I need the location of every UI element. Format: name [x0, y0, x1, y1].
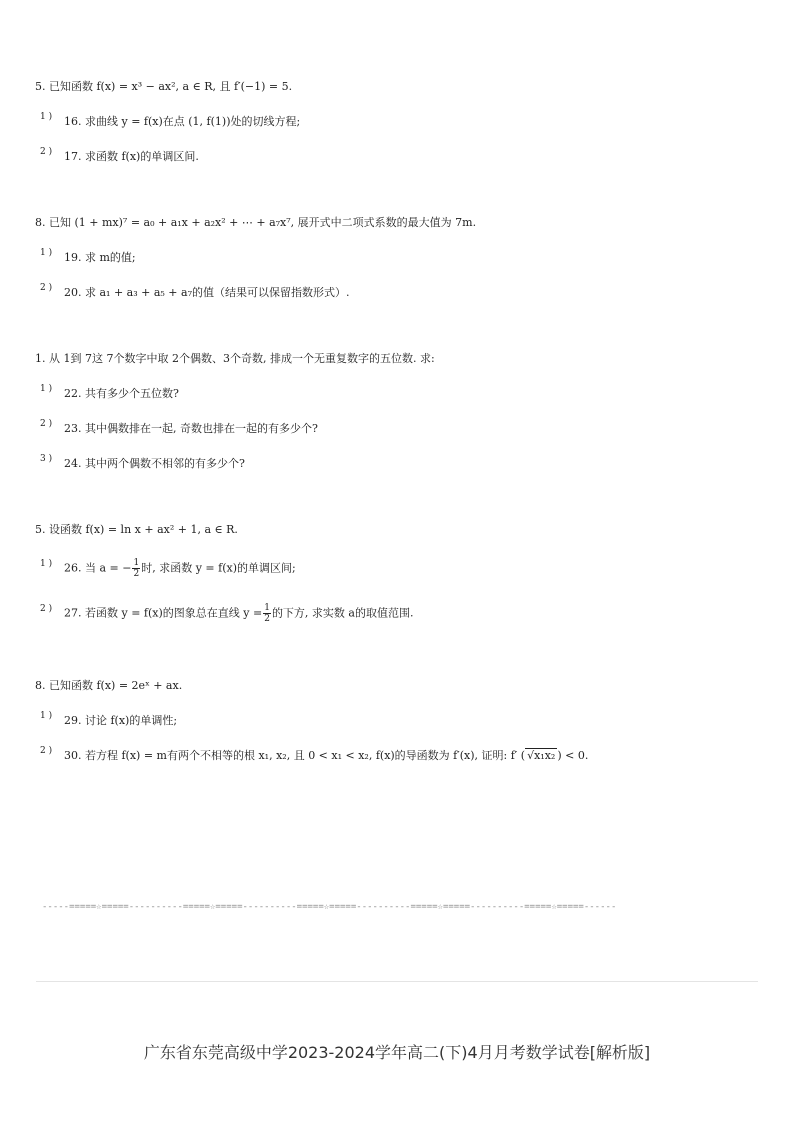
subquestion-text: 19. 求 m的值; [64, 251, 136, 264]
subquestion-text-tail: 的下方, 求实数 a的取值范围. [271, 606, 414, 620]
subquestion [40, 454, 245, 472]
horizontal-rule [36, 981, 758, 982]
subquestion-label: 1 ) [40, 558, 53, 569]
subquestion-text: 16. 求曲线 y = f(x)在点 (1, f(1))处的切线方程; [64, 115, 301, 128]
problem-stem: 5. 已知函数 f(x) = x³ − ax², a ∈ R, 且 f′(−1) = 5. [35, 80, 293, 93]
subquestion-text-tail: 时, 求函数 y = f(x)的单调区间; [141, 561, 296, 575]
subquestion [40, 248, 136, 266]
subquestion-text: 22. 共有多少个五位数? [64, 387, 179, 400]
subquestion [40, 711, 178, 729]
fraction-numerator: 1 [133, 558, 140, 568]
subquestion [40, 603, 413, 624]
fraction-numerator: 1 [264, 603, 270, 613]
subquestion-label: 2 ) [40, 147, 53, 157]
sqrt-expression [525, 748, 557, 762]
subquestion [40, 746, 589, 764]
subquestion-label: 1 ) [40, 248, 53, 258]
subquestion-label: 2 ) [40, 746, 53, 756]
subquestion-label: 1 ) [40, 112, 53, 122]
subquestion-label: 2 ) [40, 603, 53, 614]
sqrt-content: x₁x₂ [534, 749, 556, 762]
subquestion-text: 20. 求 a₁ + a₃ + a₅ + a₇的值（结果可以保留指数形式）. [64, 286, 350, 299]
subquestion [40, 384, 179, 402]
fraction [132, 558, 140, 579]
subquestion-text: 23. 其中偶数排在一起, 奇数也排在一起的有多少个? [64, 422, 318, 435]
subquestion-text: 17. 求函数 f(x)的单调区间. [64, 150, 199, 163]
subquestion-label: 3 ) [40, 454, 53, 464]
problem-stem: 8. 已知函数 f(x) = 2eˣ + ax. [35, 679, 183, 692]
subquestion [40, 112, 301, 130]
subquestion-text-tail: ) < 0. [557, 749, 589, 762]
subquestion [40, 419, 318, 437]
problem-stem: 5. 设函数 f(x) = ln x + ax² + 1, a ∈ R. [35, 523, 238, 536]
subquestion-label: 2 ) [40, 419, 53, 429]
subquestion-label: 1 ) [40, 384, 53, 394]
subquestion-text: 30. 若方程 f(x) = m有两个不相等的根 x₁, x₂, 且 0 < x₁ < x₂, f(x)的导函数为 f′(x), 证明: f′ ( [64, 749, 526, 762]
subquestion-label: 1 ) [40, 711, 53, 721]
subquestion-label: 2 ) [40, 283, 53, 293]
subquestion-text: 27. 若函数 y = f(x)的图象总在直线 y = [64, 606, 263, 620]
subquestion-text: 26. 当 a = − [64, 561, 132, 575]
subquestion [40, 147, 199, 165]
problem-stem: 8. 已知 (1 + mx)⁷ = a₀ + a₁x + a₂x² + ⋯ + a₇x⁷, 展开式中二项式系数的最大值为 7m. [35, 216, 477, 229]
star-divider: -----=====☆=====----------=====☆=====----------=====☆=====----------=====☆=====----------=====☆=====------ [42, 902, 617, 912]
sqrt-sign: √ [527, 749, 535, 762]
fraction [263, 603, 271, 624]
subquestion [40, 283, 350, 301]
subquestion-text: 29. 讨论 f(x)的单调性; [64, 714, 178, 727]
fraction-denominator: 2 [133, 569, 140, 579]
subquestion [40, 558, 296, 579]
fraction-denominator: 2 [264, 614, 270, 624]
document-title: 广东省东莞高级中学2023-2024学年高二(下)4月月考数学试卷[解析版] [143, 1043, 651, 1062]
subquestion-text: 24. 其中两个偶数不相邻的有多少个? [64, 457, 245, 470]
problem-stem: 1. 从 1到 7这 7个数字中取 2个偶数、3个奇数, 排成一个无重复数字的五位数. 求: [35, 352, 435, 365]
